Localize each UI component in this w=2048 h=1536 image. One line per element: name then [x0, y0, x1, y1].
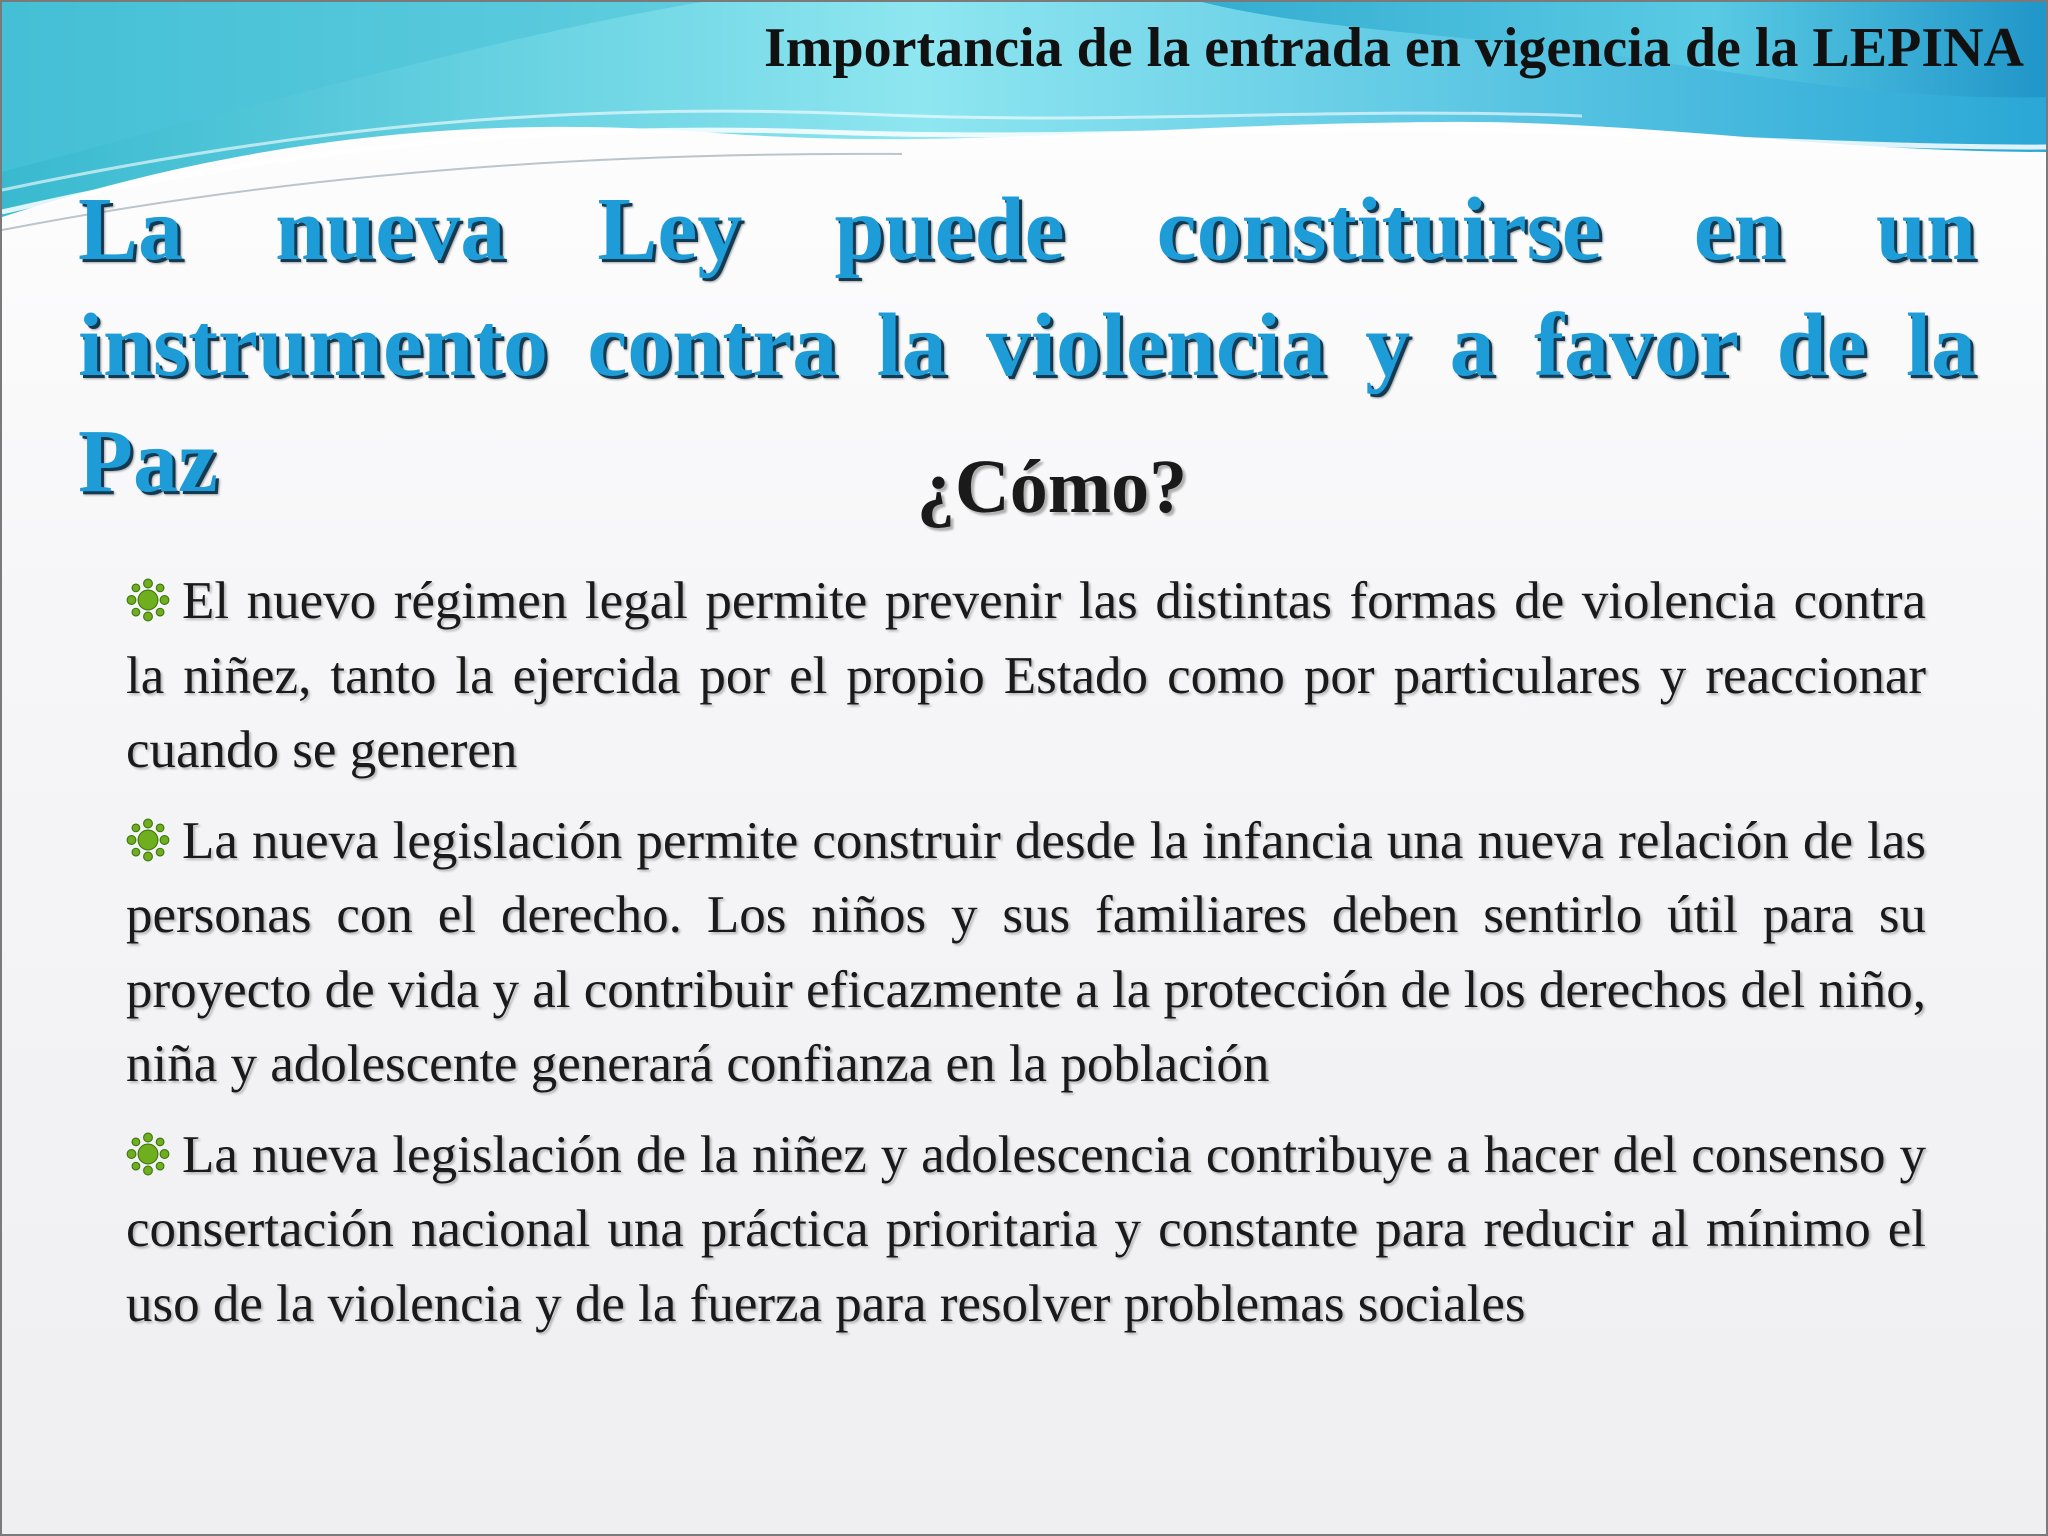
bullet-item: [126, 804, 1926, 1102]
bullet-item: [126, 564, 1926, 788]
green-sparkle-icon: [126, 1132, 170, 1176]
bullet-list: [126, 564, 1926, 1341]
bullet-text: La nueva legislación permite construir desde la infancia una nueva relación de las personas con el derecho. Los niños y sus familiares deben sentirlo útil para su proyecto de vida y al contribuir eficazmente a la protección de los derechos del niño, niña y adolescente generará confianza en la población: [126, 811, 1926, 1093]
main-title: La nueva Ley puede constituirse en un instrumento contra la violencia y a favor de la Paz: [78, 180, 1976, 511]
bullet-text: La nueva legislación de la niñez y adolescencia contribuye a hacer del consenso y consertación nacional una práctica prioritaria y constante para reducir al mínimo el uso de la violencia y de la fuerza para resolver problemas sociales: [126, 1125, 1926, 1333]
subtitle: ¿Cómo?: [916, 445, 1188, 529]
bullet-text: El nuevo régimen legal permite prevenir las distintas formas de violencia contra la niñez, tanto la ejercida por el propio Estado como por particulares y reaccionar cuando se generen: [126, 572, 1926, 779]
green-sparkle-icon: [126, 818, 170, 862]
green-sparkle-icon: [126, 578, 170, 622]
header-title: Importancia de la entrada en vigencia de la LEPINA: [764, 17, 2024, 79]
bullet-item: [126, 1118, 1926, 1342]
